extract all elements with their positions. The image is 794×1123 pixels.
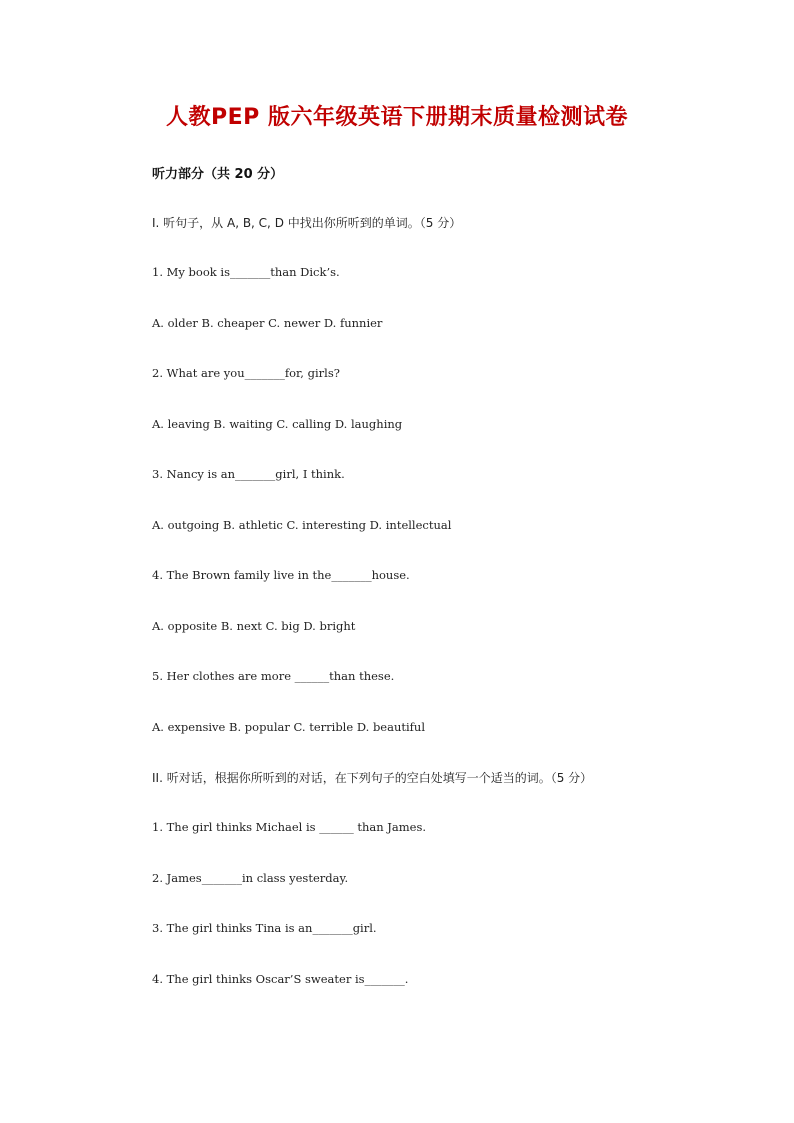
question-2-2: 2. James_______in class yesterday. — [152, 871, 349, 885]
question-1-4: 4. The Brown family live in the_______house. — [152, 568, 410, 582]
question-2-1: 1. The girl thinks Michael is ______ than James. — [152, 820, 427, 834]
exam-title: 人教PEP 版六年级英语下册期末质量检测试卷 — [166, 105, 628, 130]
question-1-2: 2. What are you_______for, girls? — [152, 366, 340, 380]
question-1-1: 1. My book is_______than Dick’s. — [152, 265, 340, 279]
part-2-instruction: II. 听对话，根据你所听到的对话，在下列句子的空白处填写一个适当的词。（5 分） — [152, 771, 593, 785]
options-1-4: A. opposite B. next C. big D. bright — [152, 619, 356, 633]
options-1-5: A. expensive B. popular C. terrible D. beautiful — [152, 720, 426, 734]
question-2-4: 4. The girl thinks Oscar’S sweater is_______. — [152, 972, 409, 986]
options-1-1: A. older B. cheaper C. newer D. funnier — [152, 316, 383, 330]
options-1-3: A. outgoing B. athletic C. interesting D. intellectual — [152, 518, 452, 532]
listening-section-heading: 听力部分（共 20 分） — [152, 167, 284, 182]
question-2-3: 3. The girl thinks Tina is an_______girl. — [152, 921, 377, 935]
part-1-instruction: I. 听句子，从 A, B, C, D 中找出你所听到的单词。（5 分） — [152, 216, 462, 230]
question-1-5: 5. Her clothes are more ______than these. — [152, 669, 395, 683]
question-1-3: 3. Nancy is an_______girl, I think. — [152, 467, 345, 481]
options-1-2: A. leaving B. waiting C. calling D. laughing — [152, 417, 403, 431]
